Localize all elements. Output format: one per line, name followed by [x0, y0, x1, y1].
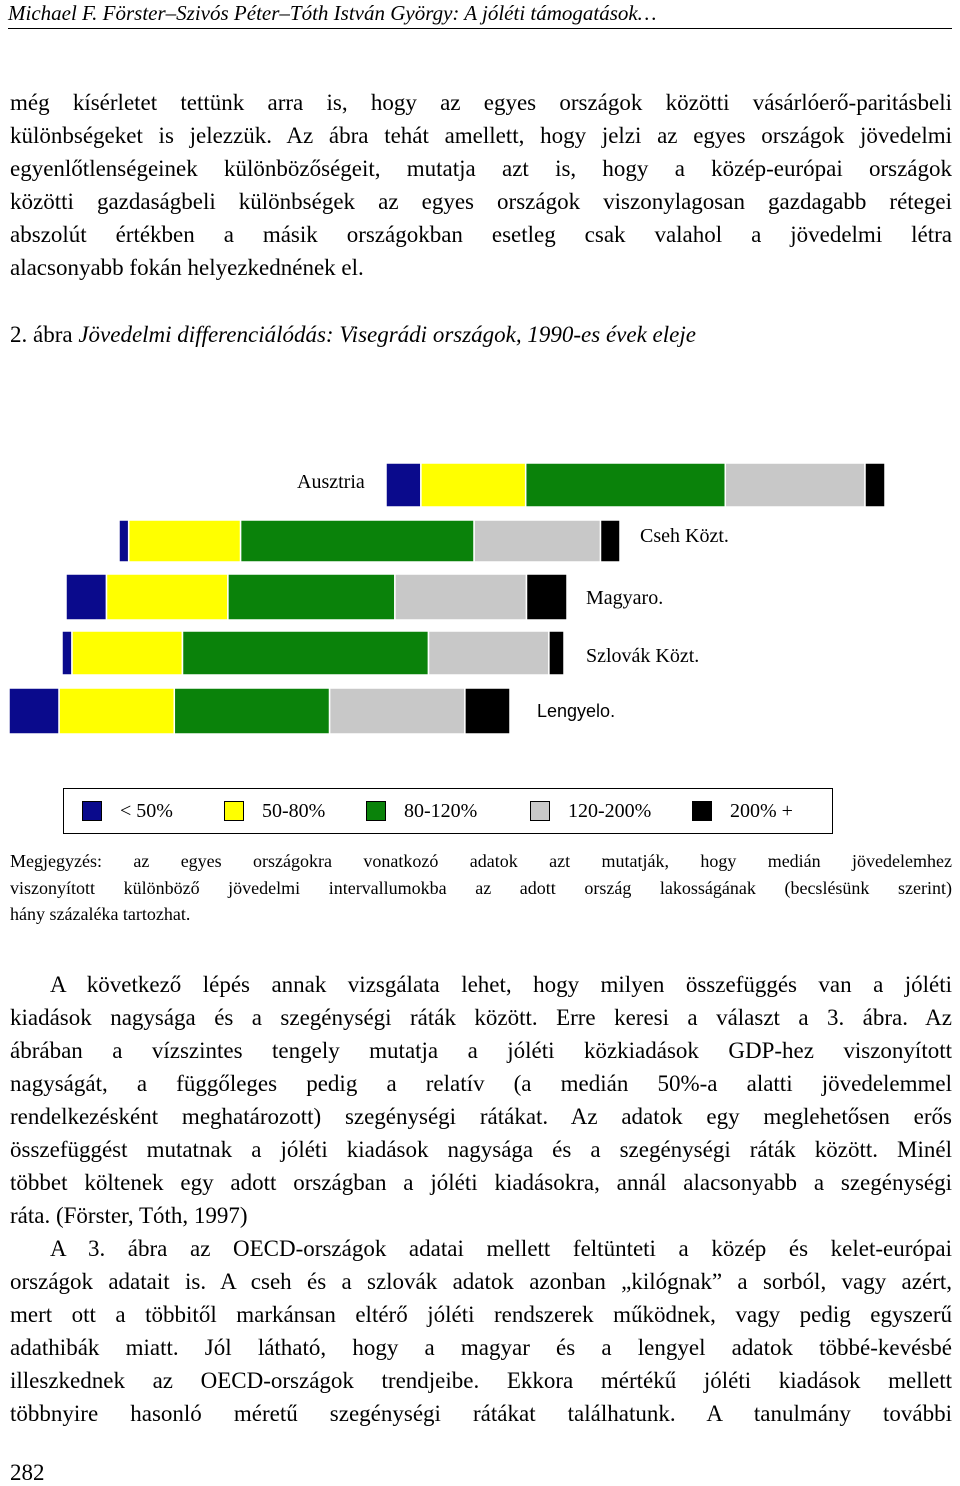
bar-segment-cseh-k-zt-50-80: [129, 520, 241, 562]
text-line: A következő lépés annak vizsgálata lehet, hogy milyen összefüggés van a jóléti: [50, 972, 952, 997]
legend-swatch: [224, 801, 244, 821]
bar-segment-szlov-k-k-zt-120-200: [429, 631, 550, 675]
text-line: kiadások nagysága és a szegénységi ráták között. Erre keresi a választ a 3. ábra. Az: [10, 1005, 952, 1030]
bar-segment-szlov-k-k-zt-50: [62, 631, 72, 675]
running-header-title: Michael F. Förster–Szivós Péter–Tóth István György: A jóléti támogatások…: [8, 1, 657, 25]
figure-caption: [10, 318, 696, 351]
bar-segment-szlov-k-k-zt-200: [549, 631, 564, 675]
category-label-szlovak: Szlovák Közt.: [586, 645, 700, 667]
legend-label: < 50%: [120, 799, 173, 822]
bar-segment-magyaro-200: [527, 574, 568, 620]
text-line: mert ott a többitől markánsan eltérő jóléti rendszerek működnek, vagy pedig egyszerű: [10, 1302, 952, 1327]
bar-segment-cseh-k-zt-50: [119, 520, 129, 562]
bar-segment-lengyelo-80-120: [174, 688, 329, 734]
text-line: még kísérletet tettünk arra is, hogy az egyes országok közötti vásárlóerő-paritásbeli: [10, 90, 952, 115]
paragraph-body: [10, 968, 952, 1430]
category-label-lengyelo: Lengyelo.: [537, 701, 616, 721]
bar-segment-cseh-k-zt-120-200: [474, 520, 600, 562]
bar-segment-lengyelo-50: [9, 688, 59, 734]
bar-segment-cseh-k-zt-80-120: [241, 520, 475, 562]
figure-note: [10, 848, 952, 928]
bar-segment-magyaro-50: [66, 574, 107, 620]
category-label-magyaro: Magyaro.: [586, 587, 664, 609]
bar-segment-szlov-k-k-zt-80-120: [183, 631, 429, 675]
running-header: [8, 0, 952, 29]
bar-segment-magyaro-120-200: [395, 574, 527, 620]
legend-label: 80-120%: [404, 799, 478, 822]
text-line: abszolút értékben a másik országokban esetleg csak valahol a jövedelmi létra: [10, 222, 952, 247]
legend-label: 200% +: [730, 799, 793, 822]
bar-segment-magyaro-50-80: [107, 574, 229, 620]
bar-segment-lengyelo-50-80: [59, 688, 174, 734]
bar-segment-szlov-k-k-zt-50-80: [72, 631, 182, 675]
legend-item: [82, 798, 173, 824]
paragraph-intro: [10, 86, 952, 284]
legend-swatch: [692, 801, 712, 821]
text-line: ráta. (Förster, Tóth, 1997): [10, 1203, 248, 1228]
legend-swatch: [366, 801, 386, 821]
text-line: többnyire hasonló méretű szegénységi rátákat találhatunk. A tanulmány további: [10, 1401, 952, 1426]
bar-segment-magyaro-80-120: [228, 574, 395, 620]
note-line: hány százaléka tartozhat.: [10, 904, 191, 924]
text-line: országok adatait is. A cseh és a szlovák adatok azonban „kilógnak” a sorból, vagy azért,: [10, 1269, 952, 1294]
category-label-ausztria: Ausztria: [297, 471, 365, 493]
bar-segment-ausztria-80-120: [526, 463, 726, 507]
legend-label: 50-80%: [262, 799, 326, 822]
text-line: közötti gazdaságbeli különbségek az egyes országok viszonylagosan gazdagabb rétegei: [10, 189, 952, 214]
page-number: 282: [10, 1460, 45, 1485]
chart-legend: [63, 788, 833, 834]
text-line: egyenlőtlenségeinek különbözőségeit, mutatja azt is, hogy a közép-európai országok: [10, 156, 952, 181]
legend-item: [366, 798, 477, 824]
text-line: A 3. ábra az OECD-országok adatai mellett feltünteti a közép és kelet-európai: [50, 1236, 952, 1261]
bar-segment-ausztria-50: [386, 463, 421, 507]
text-line: különbségeket is jelezzük. Az ábra tehát amellett, hogy jelzi az egyes országok jövedelmi: [10, 123, 952, 148]
text-line: illeszkednek az OECD-országok trendjeibe. Ekkora mértékű jóléti kiadások mellett: [10, 1368, 952, 1393]
text-line: adathibák miatt. Jól látható, hogy a magyar és a lengyel adatok többé-kevésbé: [10, 1335, 952, 1360]
figure-number: 2. ábra: [10, 322, 73, 347]
category-label-cseh: Cseh Közt.: [640, 525, 729, 547]
legend-item: [692, 798, 793, 824]
bar-segment-ausztria-50-80: [421, 463, 526, 507]
bar-segment-lengyelo-200: [465, 688, 510, 734]
legend-item: [224, 798, 325, 824]
figure-title: Jövedelmi differenciálódás: Visegrádi országok, 1990-es évek eleje: [78, 322, 696, 347]
text-line: összefüggést mutatnak a jóléti kiadások nagysága és a szegénységi ráták között. Minél: [10, 1137, 952, 1162]
text-line: többet költenek egy adott országban a jóléti kiadásokra, annál alacsonyabb a szegénységi: [10, 1170, 952, 1195]
income-distribution-chart: [0, 440, 960, 750]
chart-canvas: [0, 440, 960, 750]
text-line: rendelkezésként meghatározott) szegénységi rátákat. Az adatok egy meglehetősen erős: [10, 1104, 952, 1129]
text-line: alacsonyabb fokán helyezkednének el.: [10, 255, 364, 280]
text-line: ábrában a vízszintes tengely mutatja a jóléti közkiadások GDP-hez viszonyított: [10, 1038, 952, 1063]
bar-segment-ausztria-200: [865, 463, 885, 507]
bar-segment-lengyelo-120-200: [330, 688, 465, 734]
legend-label: 120-200%: [568, 799, 652, 822]
legend-swatch: [530, 801, 550, 821]
legend-item: [530, 798, 651, 824]
legend-swatch: [82, 801, 102, 821]
text-line: nagyságát, a függőleges pedig a relatív (a medián 50%-a alatti jövedelemmel: [10, 1071, 952, 1096]
note-line: Megjegyzés: az egyes országokra vonatkozó adatok azt mutatják, hogy medián jövedelemhez: [10, 851, 952, 871]
bar-segment-cseh-k-zt-200: [601, 520, 621, 562]
note-line: viszonyított különböző jövedelmi intervallumokba az adott ország lakosságának (becslésünk szerint): [10, 877, 952, 898]
bar-segment-ausztria-120-200: [725, 463, 865, 507]
